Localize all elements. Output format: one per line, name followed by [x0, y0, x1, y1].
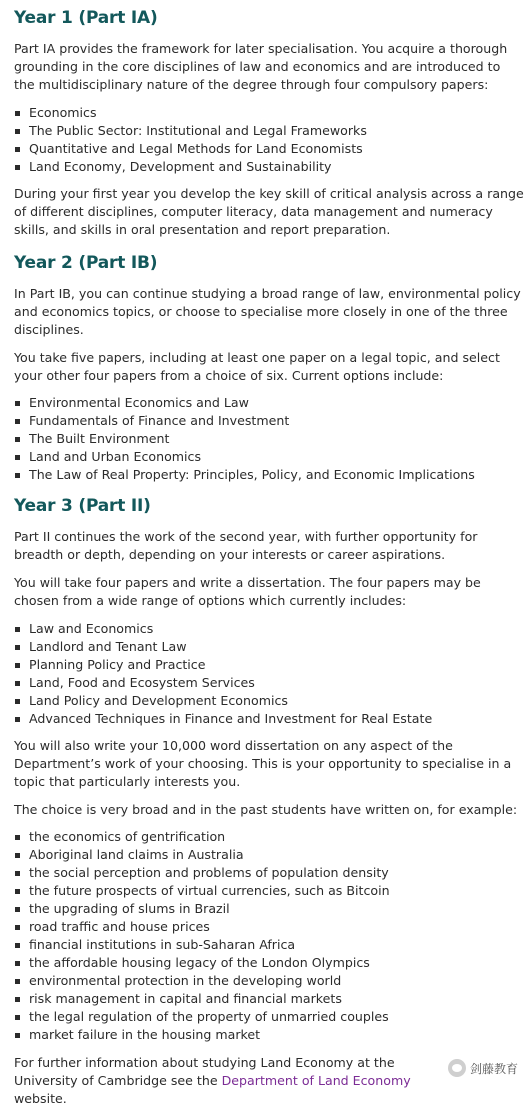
list-item: environmental protection in the developing world: [14, 972, 524, 990]
list-item: the legal regulation of the property of unmarried couples: [14, 1008, 524, 1026]
list-item: Fundamentals of Finance and Investment: [14, 412, 524, 430]
list-item: Environmental Economics and Law: [14, 394, 524, 412]
list-item: the social perception and problems of population density: [14, 864, 524, 882]
year3-examples-intro: The choice is very broad and in the past students have written on, for example:: [14, 802, 518, 817]
list-item: road traffic and house prices: [14, 918, 524, 936]
footer-info: [14, 1054, 454, 1108]
year3-papers-list: [14, 620, 524, 728]
list-item: Economics: [14, 104, 524, 122]
list-item: financial institutions in sub-Saharan Africa: [14, 936, 524, 954]
list-item: the upgrading of slums in Brazil: [14, 900, 524, 918]
list-item: the affordable housing legacy of the London Olympics: [14, 954, 524, 972]
list-item: Land Policy and Development Economics: [14, 692, 524, 710]
year2-papers-list: [14, 394, 524, 484]
list-item: the future prospects of virtual currencies, such as Bitcoin: [14, 882, 524, 900]
year2-papers-intro: You take five papers, including at least one paper on a legal topic, and select your other four papers from a choice of six. Current options include:: [14, 350, 500, 383]
footer-text-after: website.: [14, 1091, 67, 1106]
year3-papers-intro: You will take four papers and write a dissertation. The four papers may be chosen from a wide range of options which currently includes:: [14, 575, 481, 608]
list-item: Land Economy, Development and Sustainability: [14, 158, 524, 176]
watermark: [448, 1059, 518, 1077]
year3-dissertation: You will also write your 10,000 word dissertation on any aspect of the Department’s work of your choosing. This is your opportunity to specialise in a topic that particularly interests you.: [14, 738, 512, 789]
year1-papers-list: [14, 104, 524, 176]
list-item: The Law of Real Property: Principles, Policy, and Economic Implications: [14, 466, 524, 484]
year3-intro: Part II continues the work of the second year, with further opportunity for breadth or depth, depending on your interests or career aspirations.: [14, 529, 478, 562]
heading-year3: Year 3 (Part II): [14, 496, 151, 516]
year1-skills: During your first year you develop the key skill of critical analysis across a range of different disciplines, computer literacy, data management and numeracy skills, and skills in oral presentation and report preparation.: [14, 186, 524, 237]
list-item: Law and Economics: [14, 620, 524, 638]
year2-intro: In Part IB, you can continue studying a broad range of law, environmental policy and economics topics, or choose to specialise more closely in one of the three disciplines.: [14, 286, 521, 337]
wechat-icon: [448, 1059, 466, 1077]
list-item: the economics of gentrification: [14, 828, 524, 846]
list-item: The Built Environment: [14, 430, 524, 448]
list-item: Land and Urban Economics: [14, 448, 524, 466]
year3-examples-list: [14, 828, 524, 1044]
list-item: Advanced Techniques in Finance and Investment for Real Estate: [14, 710, 524, 728]
list-item: Landlord and Tenant Law: [14, 638, 524, 656]
list-item: Planning Policy and Practice: [14, 656, 524, 674]
watermark-text: 剑藤教育: [469, 1061, 518, 1076]
footer-text-before: For further information about studying Land Economy at the University of Cambridge see the: [14, 1055, 395, 1088]
heading-year1: Year 1 (Part IA): [14, 8, 158, 28]
heading-year2: Year 2 (Part IB): [14, 253, 158, 273]
list-item: Land, Food and Ecosystem Services: [14, 674, 524, 692]
list-item: Aboriginal land claims in Australia: [14, 846, 524, 864]
list-item: risk management in capital and financial markets: [14, 990, 524, 1008]
department-link[interactable]: Department of Land Economy: [221, 1073, 411, 1088]
list-item: market failure in the housing market: [14, 1026, 524, 1044]
list-item: Quantitative and Legal Methods for Land Economists: [14, 140, 524, 158]
year1-intro: Part IA provides the framework for later specialisation. You acquire a thorough grounding in the core disciplines of law and economics and are introduced to the multidisciplinary nature of the degree through four compulsory papers:: [14, 41, 508, 92]
list-item: The Public Sector: Institutional and Legal Frameworks: [14, 122, 524, 140]
